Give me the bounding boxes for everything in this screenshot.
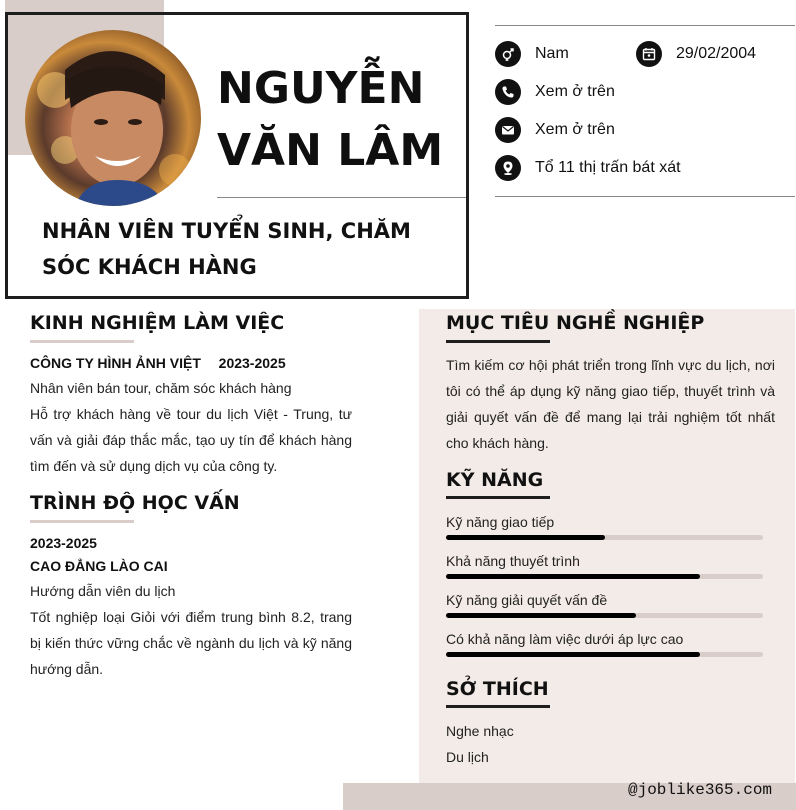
name-line-2: VĂN LÂM (217, 125, 444, 176)
gender-icon (495, 41, 521, 67)
gender-value: Nam (535, 45, 569, 62)
skill-label: Khả năng thuyết trình (446, 553, 580, 569)
skill-level-bar (446, 574, 763, 579)
section-underline (446, 705, 550, 708)
skill-label: Kỹ năng giải quyết vấn đề (446, 592, 608, 608)
job-title: NHÂN VIÊN TUYỂN SINH, CHĂM SÓC KHÁCH HÀNG (42, 219, 411, 279)
divider (495, 25, 795, 26)
experience-company-line (30, 355, 286, 371)
address-value: Tổ 11 thị trấn bát xát (535, 159, 681, 176)
watermark: @joblike365.com (628, 781, 773, 799)
skill-level-bar (446, 652, 763, 657)
education-description: Tốt nghiệp loại Giỏi với điểm trung bình 8.2, trang bị kiến thức vững chắc về ngành du lịch và kỹ năng hướng dẫn. (30, 609, 352, 677)
objective-title: MỤC TIÊU NGHỀ NGHIỆP (446, 312, 705, 334)
contact-birthday (636, 41, 756, 67)
section-underline (446, 340, 550, 343)
email-value: Xem ở trên (535, 121, 615, 138)
skill-level-bar (446, 613, 763, 618)
calendar-icon (636, 41, 662, 67)
skill-label: Có khả năng làm việc dưới áp lực cao (446, 631, 684, 647)
skill-level-fill (446, 535, 605, 540)
hobby-item: Nghe nhạc (446, 723, 514, 739)
skill-level-bar (446, 535, 763, 540)
skills-title: KỸ NĂNG (446, 469, 544, 491)
section-underline (30, 340, 134, 343)
experience-title: KINH NGHIỆM LÀM VIỆC (30, 312, 285, 334)
experience-period: 2023-2025 (218, 355, 286, 371)
objective-text: Tìm kiếm cơ hội phát triển trong lĩnh vực du lịch, nơi tôi có thể áp dụng kỹ năng giao tiếp, thuyết trình và giải quyết vấn đề để mang lại trải nghiệm tốt nhất cho khách hàng. (446, 357, 775, 451)
experience-company: CÔNG TY HÌNH ẢNH VIỆT (30, 355, 201, 371)
education-school: CAO ĐẲNG LÀO CAI (30, 558, 168, 574)
section-underline (446, 496, 550, 499)
skill-level-fill (446, 613, 636, 618)
divider (217, 197, 466, 198)
hobby-item: Du lịch (446, 749, 489, 765)
experience-description: Hỗ trợ khách hàng về tour du lịch Việt - Trung, tư vấn và giải đáp thắc mắc, tạo uy tín để khách hàng tìm đến và sử dụng dịch vụ của công ty. (30, 406, 352, 474)
full-name (217, 58, 443, 182)
education-major: Hướng dẫn viên du lịch (30, 583, 176, 599)
section-underline (30, 520, 134, 523)
skill-level-fill (446, 652, 700, 657)
name-line-1: NGUYỄN (217, 63, 425, 114)
experience-role: Nhân viên bán tour, chăm sóc khách hàng (30, 380, 292, 396)
divider (495, 196, 795, 197)
contact-address (495, 155, 681, 181)
education-title: TRÌNH ĐỘ HỌC VẤN (30, 492, 240, 514)
profile-photo (25, 30, 201, 206)
location-pin-icon (495, 155, 521, 181)
contact-phone (495, 79, 615, 105)
skill-label: Kỹ năng giao tiếp (446, 514, 555, 530)
phone-value: Xem ở trên (535, 83, 615, 100)
phone-icon (495, 79, 521, 105)
birthday-value: 29/02/2004 (676, 45, 757, 62)
skill-level-fill (446, 574, 700, 579)
education-period: 2023-2025 (30, 535, 97, 551)
hobbies-title: SỞ THÍCH (446, 678, 549, 700)
contact-gender (495, 41, 569, 67)
mail-icon (495, 117, 521, 143)
contact-email (495, 117, 615, 143)
